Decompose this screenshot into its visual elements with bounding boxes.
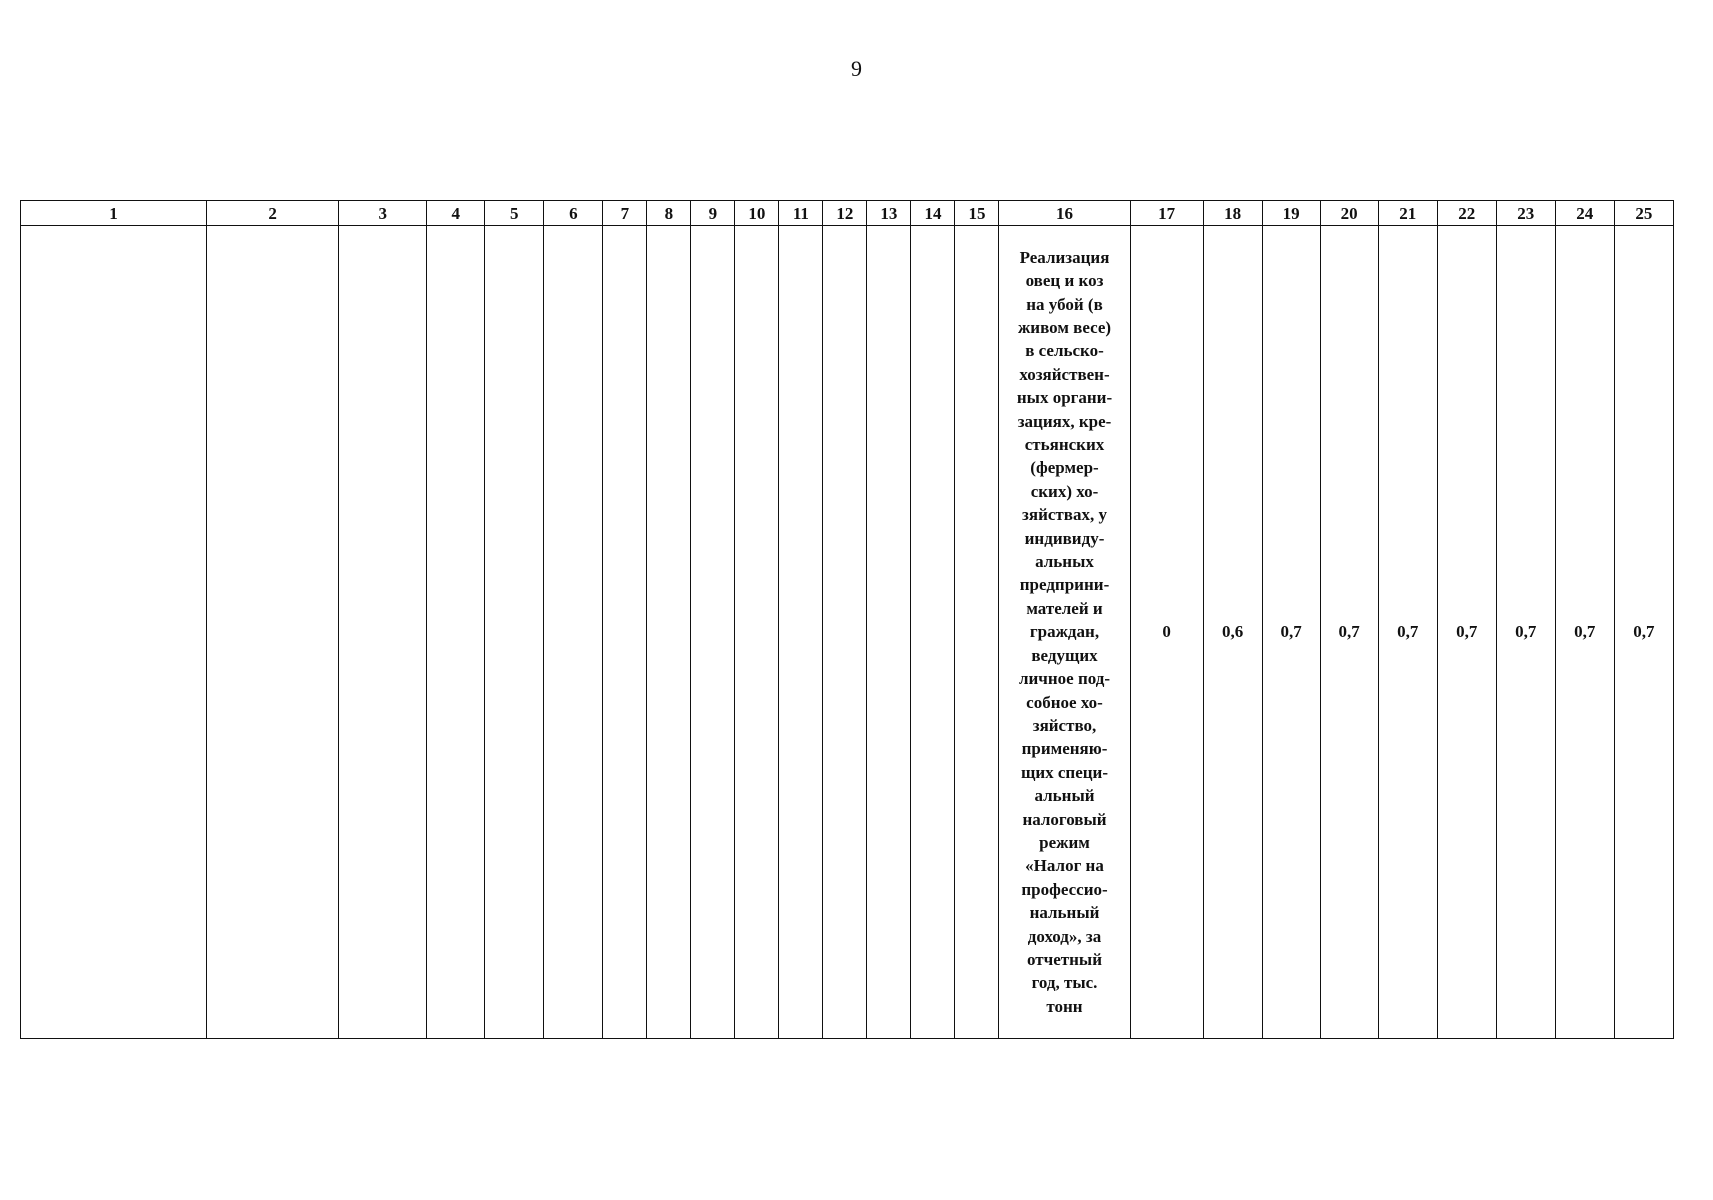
empty-cell xyxy=(485,226,544,1039)
empty-cell xyxy=(647,226,691,1039)
column-header: 7 xyxy=(603,201,647,226)
column-header: 22 xyxy=(1437,201,1496,226)
column-header: 1 xyxy=(21,201,207,226)
value-cell: 0,7 xyxy=(1614,226,1673,1039)
header-row xyxy=(21,201,1674,226)
empty-cell xyxy=(339,226,427,1039)
empty-cell xyxy=(427,226,485,1039)
column-header: 21 xyxy=(1378,201,1437,226)
value-cell: 0,7 xyxy=(1378,226,1437,1039)
column-header: 5 xyxy=(485,201,544,226)
column-header: 13 xyxy=(867,201,911,226)
empty-cell xyxy=(691,226,735,1039)
column-header: 25 xyxy=(1614,201,1673,226)
column-header: 14 xyxy=(911,201,955,226)
indicator-table xyxy=(20,200,1674,1039)
empty-cell xyxy=(735,226,779,1039)
column-header: 9 xyxy=(691,201,735,226)
column-header: 8 xyxy=(647,201,691,226)
empty-cell xyxy=(779,226,823,1039)
column-header: 6 xyxy=(544,201,603,226)
empty-cell xyxy=(21,226,207,1039)
empty-cell xyxy=(207,226,339,1039)
value-cell: 0,7 xyxy=(1496,226,1555,1039)
column-header: 24 xyxy=(1555,201,1614,226)
page-number: 9 xyxy=(851,56,862,81)
value-cell: 0,7 xyxy=(1437,226,1496,1039)
value-cell: 0,6 xyxy=(1203,226,1262,1039)
column-header: 20 xyxy=(1320,201,1378,226)
empty-cell xyxy=(544,226,603,1039)
value-cell: 0,7 xyxy=(1262,226,1320,1039)
value-cell: 0 xyxy=(1130,226,1203,1039)
empty-cell xyxy=(867,226,911,1039)
column-header: 4 xyxy=(427,201,485,226)
empty-cell xyxy=(823,226,867,1039)
empty-cell xyxy=(955,226,999,1039)
column-header: 15 xyxy=(955,201,999,226)
column-header: 16 xyxy=(999,201,1130,226)
empty-cell xyxy=(911,226,955,1039)
table-row xyxy=(21,226,1674,1039)
indicator-description-cell xyxy=(999,226,1130,1039)
column-header: 19 xyxy=(1262,201,1320,226)
column-header: 23 xyxy=(1496,201,1555,226)
value-cell: 0,7 xyxy=(1320,226,1378,1039)
value-cell: 0,7 xyxy=(1555,226,1614,1039)
column-header: 11 xyxy=(779,201,823,226)
column-header: 18 xyxy=(1203,201,1262,226)
column-header: 3 xyxy=(339,201,427,226)
column-header: 10 xyxy=(735,201,779,226)
empty-cell xyxy=(603,226,647,1039)
column-header: 2 xyxy=(207,201,339,226)
column-header: 17 xyxy=(1130,201,1203,226)
indicator-description: Реализация овец и коз на убой (в живом весе) в сельско- хозяйствен- ных органи- зациях, кре- стьянских (фермер- ских) хо- зяйствах, у индивиду- альных предприни- мателей и граждан, ведущих личное под- собное хо- зяйство, применяю- щих специ- альный налоговый режим «Налог на профессио- нальный доход», за отчетный год, тыс. тонн xyxy=(1016,247,1113,1016)
column-header: 12 xyxy=(823,201,867,226)
